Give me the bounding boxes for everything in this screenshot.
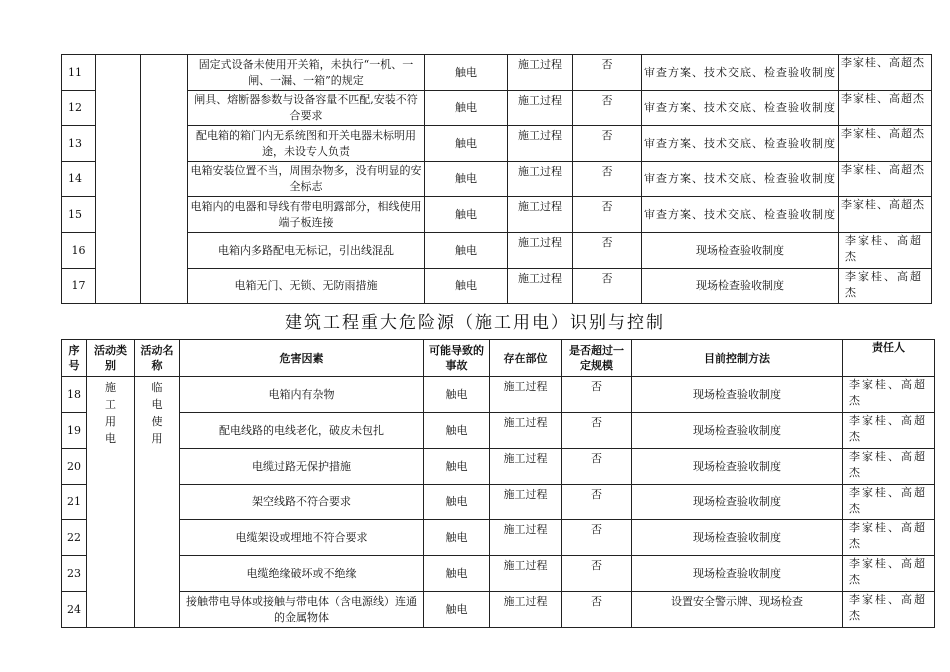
row-number: 22	[62, 520, 87, 556]
activity-char: 使	[151, 415, 163, 428]
header-resp: 责任人	[843, 340, 935, 377]
row-major: 否	[562, 449, 632, 485]
row-accident: 触电	[424, 556, 490, 592]
row-accident: 触电	[425, 55, 508, 91]
row-hazard: 接触带电导体或接触与带电体（含电源线）连通的金属物体	[180, 592, 424, 628]
row-control: 现场检查验收制度	[632, 485, 843, 520]
row-responsible: 李家桂、高超杰	[839, 197, 932, 233]
category-char: 工	[105, 398, 116, 411]
row-accident: 触电	[424, 449, 490, 485]
row-hazard: 电箱安装位置不当，周围杂物多，没有明显的安全标志	[188, 162, 425, 197]
row-number: 17	[62, 269, 96, 304]
row-responsible: 李家桂、高超杰	[839, 91, 932, 126]
row-number: 21	[62, 485, 87, 520]
row-accident: 触电	[424, 485, 490, 520]
category-char: 用	[105, 415, 116, 428]
row-number: 16	[62, 233, 96, 269]
row-number: 18	[62, 377, 87, 413]
table-row	[62, 556, 935, 592]
row-hazard: 电箱无门、无锁、无防雨措施	[188, 269, 425, 304]
category-char: 电	[105, 432, 116, 445]
table-row	[62, 269, 932, 304]
row-number: 19	[62, 413, 87, 449]
table-row	[62, 55, 932, 91]
row-accident: 触电	[424, 592, 490, 628]
row-location: 施工过程	[508, 162, 573, 197]
header-control: 目前控制方法	[632, 340, 843, 377]
row-major: 否	[562, 377, 632, 413]
row-location: 施工过程	[490, 592, 562, 628]
hazard-table	[61, 339, 935, 628]
table-row	[62, 485, 935, 520]
row-hazard: 电缆绝缘破坏或不绝缘	[180, 556, 424, 592]
header-category: 活动类别	[87, 340, 135, 377]
row-major: 否	[562, 413, 632, 449]
row-hazard: 配电线路的电线老化，破皮未包扎	[180, 413, 424, 449]
row-accident: 触电	[425, 233, 508, 269]
row-number: 24	[62, 592, 87, 628]
row-location: 施工过程	[490, 485, 562, 520]
table-row	[62, 377, 935, 413]
header-location: 存在部位	[490, 340, 562, 377]
category-char: 施	[105, 381, 116, 394]
row-location: 施工过程	[508, 269, 573, 304]
row-category	[96, 55, 141, 304]
row-control: 现场检查验收制度	[632, 520, 843, 556]
table-row	[62, 197, 932, 233]
header-activity: 活动名称	[135, 340, 180, 377]
row-control: 设置安全警示牌、现场检查	[632, 592, 843, 628]
row-control: 现场检查验收制度	[642, 269, 839, 304]
row-major: 否	[573, 162, 642, 197]
row-accident: 触电	[424, 413, 490, 449]
row-number: 12	[62, 91, 96, 126]
table-row	[62, 126, 932, 162]
row-responsible: 李家桂、高超杰	[843, 485, 935, 520]
row-hazard: 配电箱的箱门内无系统图和开关电器未标明用途，未设专人负责	[188, 126, 425, 162]
row-control: 审查方案、技术交底、检查验收制度	[642, 197, 839, 233]
row-number: 14	[62, 162, 96, 197]
row-major: 否	[573, 233, 642, 269]
row-hazard: 架空线路不符合要求	[180, 485, 424, 520]
row-responsible: 李家桂、高超杰	[843, 413, 935, 449]
row-hazard: 固定式设备未使用开关箱，未执行“一机、一闸、一漏、一箱”的规定	[188, 55, 425, 91]
row-location: 施工过程	[490, 556, 562, 592]
row-responsible: 李家桂、高超杰	[839, 55, 932, 91]
row-hazard: 电箱内多路配电无标记，引出线混乱	[188, 233, 425, 269]
row-major: 否	[573, 197, 642, 233]
header-accident: 可能导致的事故	[424, 340, 490, 377]
row-location: 施工过程	[508, 91, 573, 126]
row-responsible: 李家桂、高超杰	[839, 269, 932, 304]
row-number: 20	[62, 449, 87, 485]
row-responsible: 李家桂、高超杰	[839, 233, 932, 269]
row-control: 现场检查验收制度	[632, 377, 843, 413]
row-responsible: 李家桂、高超杰	[839, 162, 932, 197]
table-row	[62, 413, 935, 449]
row-location: 施工过程	[508, 233, 573, 269]
row-number: 23	[62, 556, 87, 592]
row-major: 否	[573, 126, 642, 162]
row-hazard: 闸具、熔断器参数与设备容量不匹配,安装不符合要求	[188, 91, 425, 126]
activity-cell	[135, 377, 180, 628]
hazard-table-continued	[61, 54, 932, 304]
activity-char: 临	[151, 381, 163, 394]
row-number: 13	[62, 126, 96, 162]
table-row	[62, 449, 935, 485]
row-control: 现场检查验收制度	[632, 556, 843, 592]
row-number: 11	[62, 55, 96, 91]
category-cell	[87, 377, 135, 628]
row-location: 施工过程	[508, 197, 573, 233]
row-responsible: 李家桂、高超杰	[843, 449, 935, 485]
row-number: 15	[62, 197, 96, 233]
row-location: 施工过程	[508, 55, 573, 91]
row-major: 否	[573, 269, 642, 304]
row-major: 否	[562, 592, 632, 628]
header-major: 是否超过一定规模	[562, 340, 632, 377]
row-accident: 触电	[424, 520, 490, 556]
row-control: 现场检查验收制度	[632, 413, 843, 449]
hazard-table-continued-body	[62, 55, 932, 304]
row-hazard: 电缆架设或埋地不符合要求	[180, 520, 424, 556]
table-row	[62, 233, 932, 269]
row-activity	[141, 55, 188, 304]
hazard-table-body	[62, 377, 935, 628]
header-no: 序号	[62, 340, 87, 377]
row-control: 现场检查验收制度	[632, 449, 843, 485]
row-responsible: 李家桂、高超杰	[843, 377, 935, 413]
table-header-row	[62, 340, 935, 377]
row-major: 否	[573, 91, 642, 126]
activity-char: 用	[151, 432, 163, 445]
row-responsible: 李家桂、高超杰	[843, 520, 935, 556]
table-row	[62, 592, 935, 628]
row-major: 否	[562, 520, 632, 556]
row-location: 施工过程	[508, 126, 573, 162]
row-responsible: 李家桂、高超杰	[843, 556, 935, 592]
row-accident: 触电	[425, 269, 508, 304]
row-hazard: 电箱内有杂物	[180, 377, 424, 413]
row-accident: 触电	[425, 126, 508, 162]
row-accident: 触电	[425, 91, 508, 126]
row-accident: 触电	[424, 377, 490, 413]
row-accident: 触电	[425, 162, 508, 197]
header-hazard: 危害因素	[180, 340, 424, 377]
row-accident: 触电	[425, 197, 508, 233]
activity-char: 电	[151, 398, 163, 411]
row-responsible: 李家桂、高超杰	[843, 592, 935, 628]
row-control: 审查方案、技术交底、检查验收制度	[642, 162, 839, 197]
row-major: 否	[562, 485, 632, 520]
row-control: 审查方案、技术交底、检查验收制度	[642, 91, 839, 126]
row-major: 否	[562, 556, 632, 592]
row-location: 施工过程	[490, 413, 562, 449]
row-hazard: 电缆过路无保护措施	[180, 449, 424, 485]
table-row	[62, 520, 935, 556]
page-title: 建筑工程重大危险源（施工用电）识别与控制	[285, 313, 665, 333]
row-major: 否	[573, 55, 642, 91]
row-control: 现场检查验收制度	[642, 233, 839, 269]
row-hazard: 电箱内的电器和导线有带电明露部分，相线使用端子板连接	[188, 197, 425, 233]
row-location: 施工过程	[490, 377, 562, 413]
row-location: 施工过程	[490, 449, 562, 485]
row-responsible: 李家桂、高超杰	[839, 126, 932, 162]
table-row	[62, 162, 932, 197]
table-row	[62, 91, 932, 126]
row-location: 施工过程	[490, 520, 562, 556]
row-control: 审查方案、技术交底、检查验收制度	[642, 55, 839, 91]
row-control: 审查方案、技术交底、检查验收制度	[642, 126, 839, 162]
